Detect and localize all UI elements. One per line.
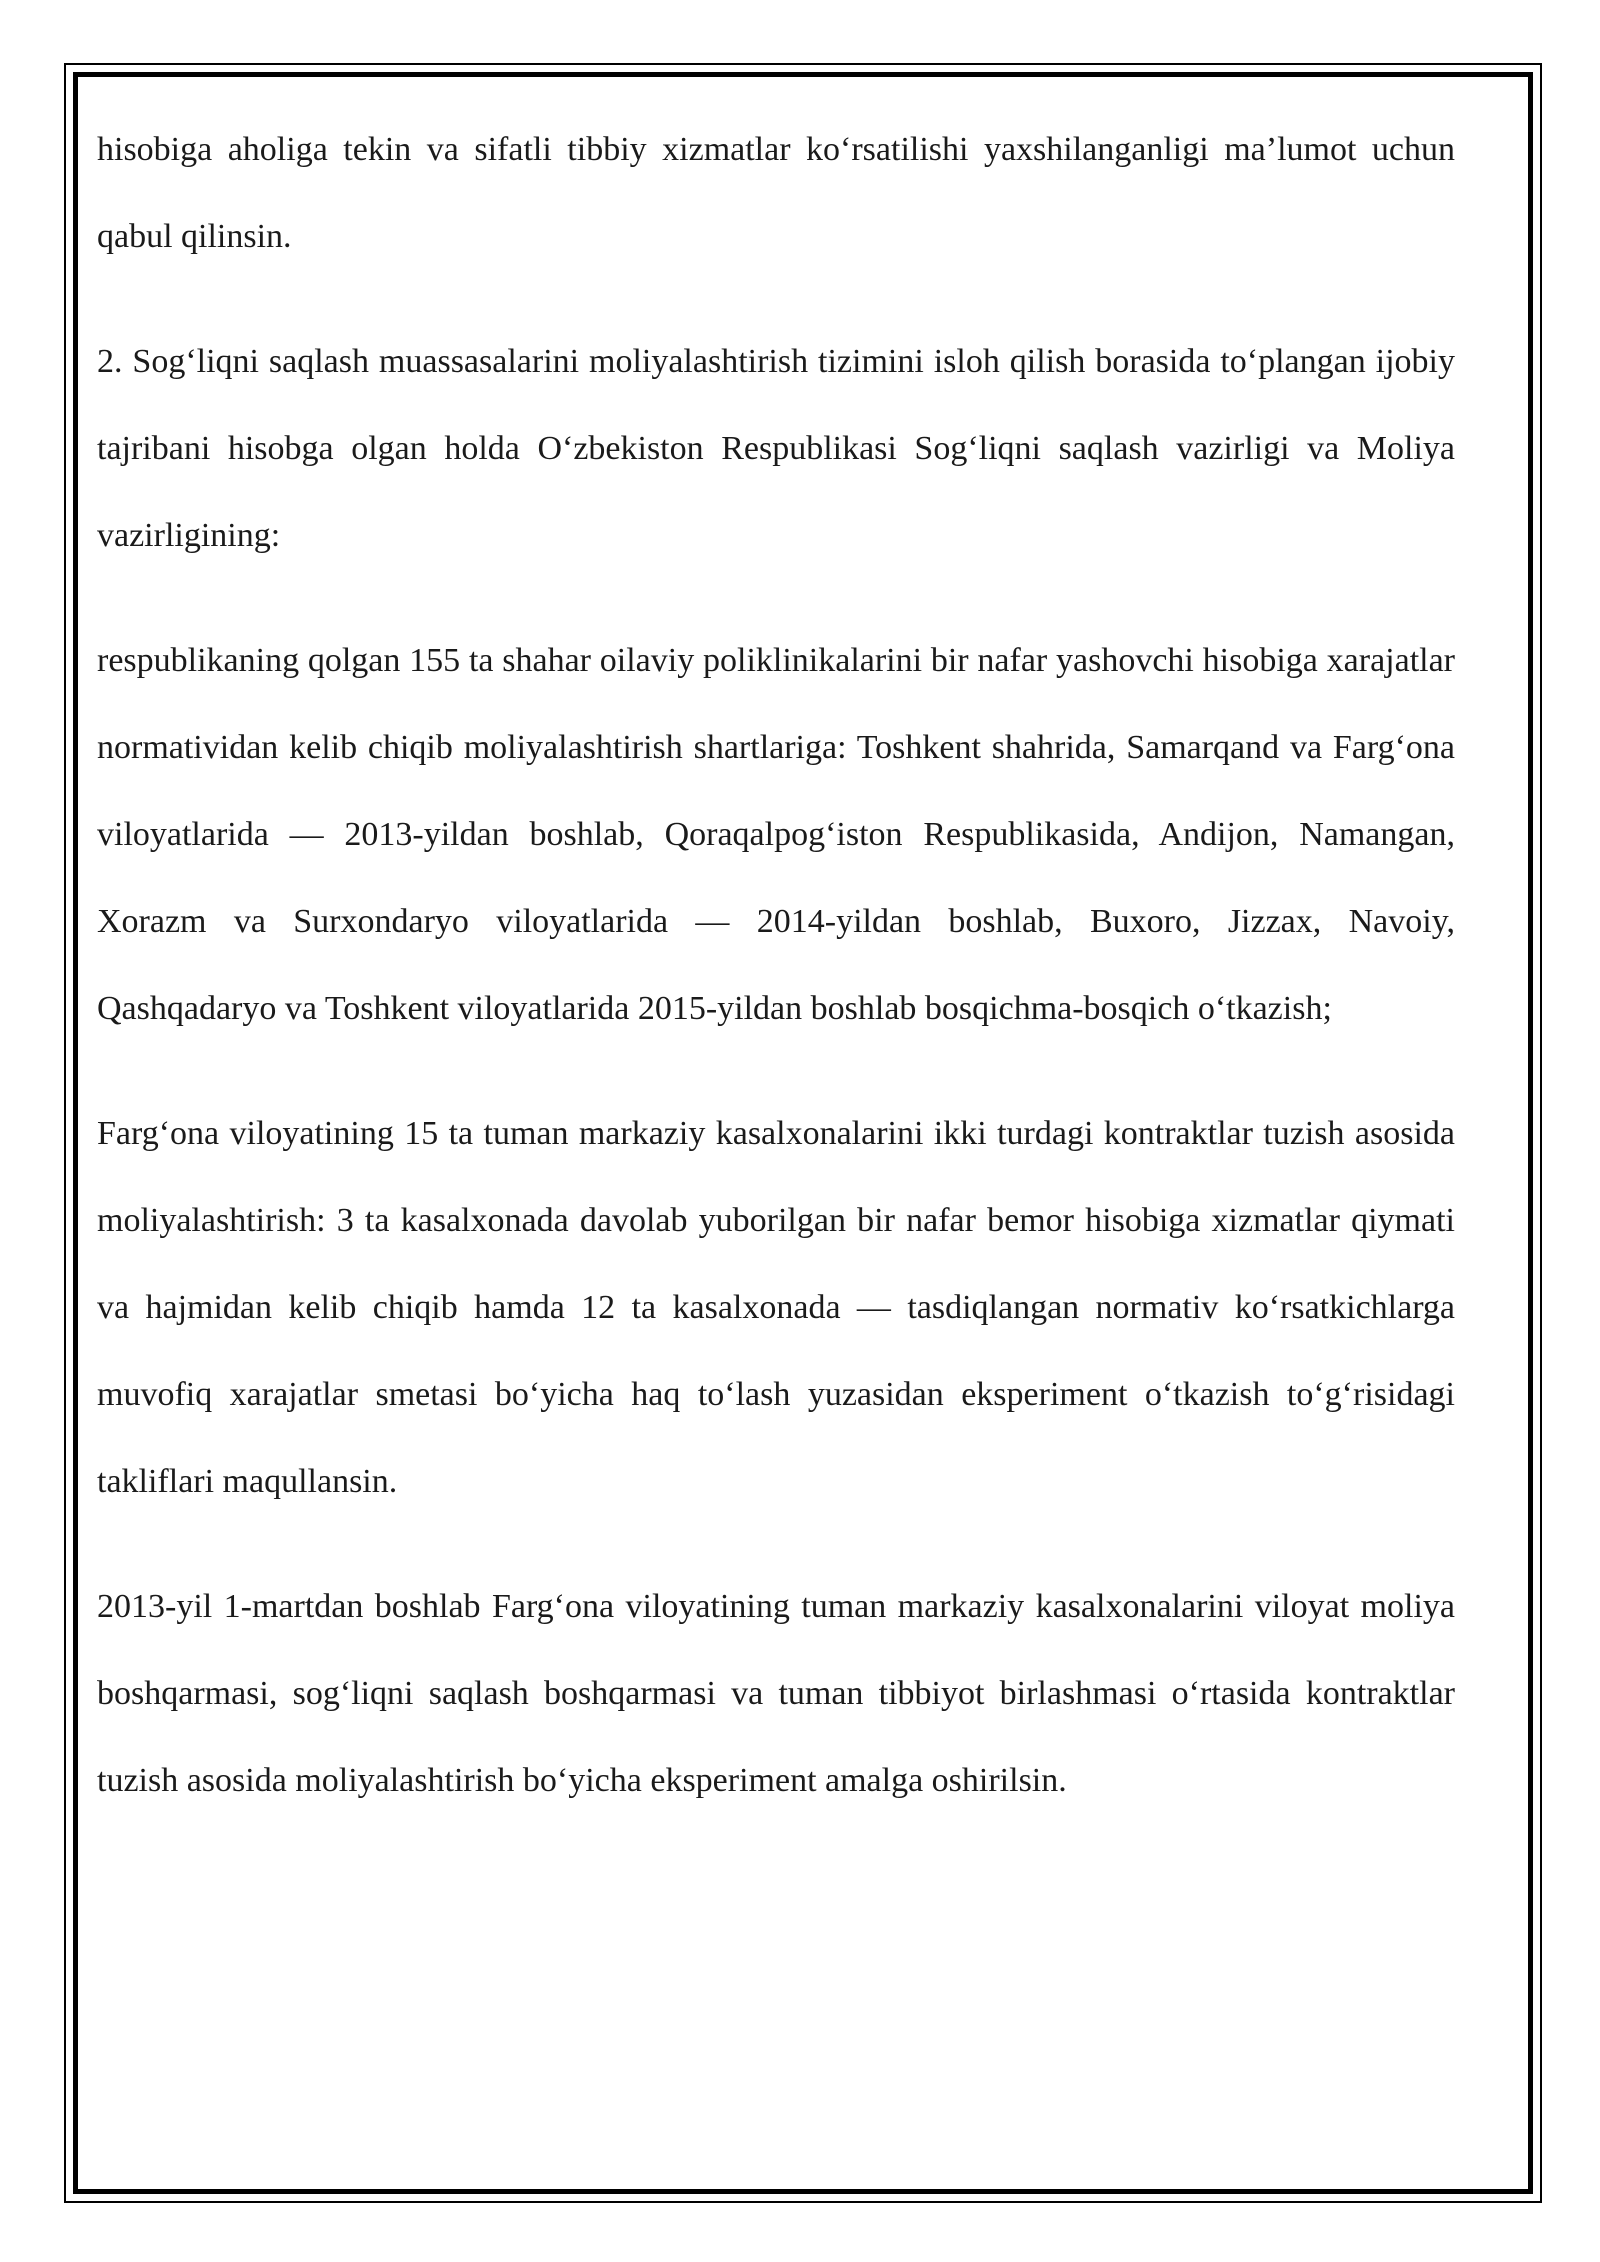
paragraph-2: 2. Sogʻliqni saqlash muassasalarini moliyalashtirish tizimini isloh qilish borasida toʻplangan ijobiy tajribani hisobga olgan holda Oʻzbekiston Respublikasi Sogʻliqni saqlash vazirligi va Moliya vazirligining: <box>97 343 1455 554</box>
paragraph-5: 2013-yil 1-martdan boshlab Fargʻona viloyatining tuman markaziy kasalxonalarini viloyat moliya boshqarmasi, sogʻliqni saqlash boshqarmasi va tuman tibbiyot birlashmasi oʻrtasida kontraktlar tuzish asosida moliyalashtirish boʻyicha eksperiment amalga oshirilsin. <box>97 1588 1455 1799</box>
paragraph-4: Fargʻona viloyatining 15 ta tuman markaziy kasalxonalarini ikki turdagi kontraktlar tuzish asosida moliyalashtirish: 3 ta kasalxonada davolab yuborilgan bir nafar bemor hisobiga xizmatlar qiymati va hajmidan kelib chiqib hamda 12 ta kasalxonada — tasdiqlangan normativ koʻrsatkichlarga muvofiq xarajatlar smetasi boʻyicha haq toʻlash yuzasidan eksperiment oʻtkazish toʻgʻrisidagi takliflari maqullansin. <box>97 1115 1455 1500</box>
paragraph-3: respublikaning qolgan 155 ta shahar oilaviy poliklinikalarini bir nafar yashovchi hisobiga xarajatlar normatividan kelib chiqib moliyalashtirish shartlariga: Toshkent shahrida, Samarqand va Fargʻona viloyatlarida — 2013-yildan boshlab, Qoraqalpogʻiston Respublikasida, Andijon, Namangan, Xorazm va Surxondaryo viloyatlarida — 2014-yildan boshlab, Buxoro, Jizzax, Navoiy, Qashqadaryo va Toshkent viloyatlarida 2015-yildan boshlab bosqichma-bosqich oʻtkazish; <box>97 642 1455 1027</box>
document-body <box>97 106 1455 1862</box>
paragraph-1: hisobiga aholiga tekin va sifatli tibbiy xizmatlar koʻrsatilishi yaxshilanganligi ma’lumot uchun qabul qilinsin. <box>97 131 1455 255</box>
